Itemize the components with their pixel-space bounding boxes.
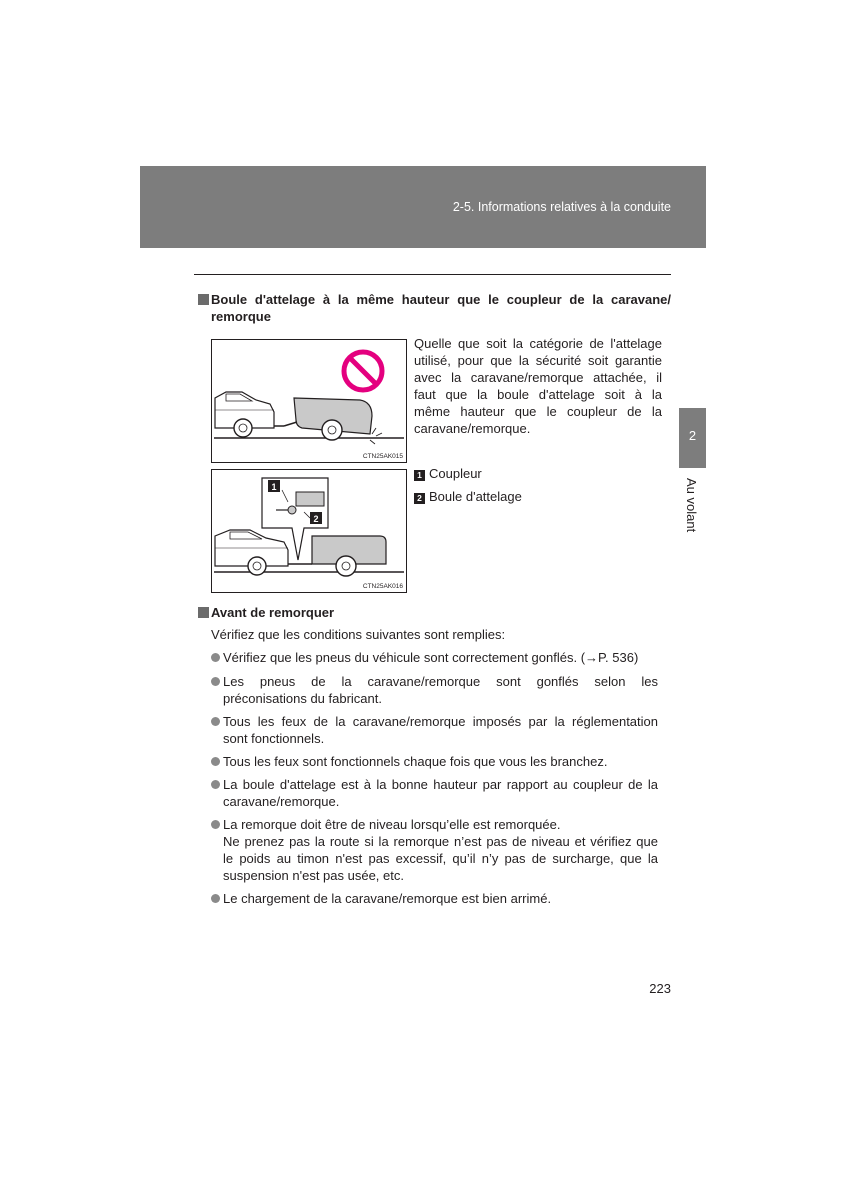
legend-label-1: Coupleur — [429, 466, 482, 481]
list-item: Tous les feux de la caravane/remorque imposés par la réglementation sont fonctionnels. — [211, 713, 658, 747]
section2-heading: Avant de remorquer — [198, 604, 334, 621]
incorrect-hitch-illustration — [212, 340, 406, 462]
callout-2-label: 2 — [313, 514, 319, 524]
bullet-dot-icon — [211, 717, 220, 726]
list-item: Le chargement de la caravane/remorque est bien arrimé. — [211, 890, 658, 907]
callout-1-label: 1 — [271, 482, 277, 492]
chapter-number: 2 — [688, 428, 697, 443]
bullet-dot-icon — [211, 653, 220, 662]
bullet-dot-icon — [211, 677, 220, 686]
list-item: La remorque doit être de niveau lorsqu’elle est remorquée. Ne prenez pas la route si la remorque n’est pas de niveau et vérifiez que le poids au timon n'est pas excessif, qu’il n’y pas de surcharge, que la suspension n'est pas usée, etc. — [211, 816, 658, 884]
legend-label-2: Boule d'attelage — [429, 489, 522, 504]
list-item: La boule d'attelage est à la bonne hauteur par rapport au coupleur de la caravane/remorque. — [211, 776, 658, 810]
section1-paragraph-line5: même hauteur que le coupleur de la — [414, 404, 662, 419]
section1-heading-line1: Boule d'attelage à la même hauteur que le coupleur de la caravane/ — [198, 291, 671, 308]
figure1-caption: CTN25AK015 — [362, 453, 403, 460]
square-bullet-icon — [198, 607, 209, 618]
legend-number-2: 2 — [414, 493, 425, 504]
section1-paragraph-line1: Quelle que soit la catégorie de l'attelage — [414, 336, 662, 351]
bullet-dot-icon — [211, 780, 220, 789]
section1-heading-line2: remorque — [211, 309, 271, 324]
bullet-dot-icon — [211, 894, 220, 903]
square-bullet-icon — [198, 294, 209, 305]
section-title: 2-5. Informations relatives à la conduite — [452, 200, 671, 214]
legend-item-hitch-ball — [414, 488, 522, 505]
page-number: 223 — [649, 981, 671, 996]
correct-hitch-illustration — [212, 470, 406, 592]
figure2-caption: CTN25AK016 — [362, 583, 403, 590]
section1-paragraph-line6: caravane/remorque. — [414, 421, 531, 436]
section1-paragraph-line2: utilisé, pour que la sécurité soit garantie — [414, 353, 662, 368]
figure-incorrect-hitch — [211, 339, 407, 463]
list-item: Les pneus de la caravane/remorque sont gonflés selon les préconisations du fabricant. — [211, 673, 658, 707]
chapter-tab — [679, 408, 706, 468]
figure-correct-hitch — [211, 469, 407, 593]
list-item: Vérifiez que les pneus du véhicule sont correctement gonflés. (→P. 536) — [211, 649, 658, 666]
section1-paragraph-line3: avec la caravane/remorque attachée, il — [414, 370, 662, 385]
section1-paragraph-line4: faut que la boule d'attelage soit à la — [414, 387, 662, 402]
chapter-label: Au volant — [684, 478, 699, 533]
list-item: Tous les feux sont fonctionnels chaque fois que vous les branchez. — [211, 753, 658, 770]
legend-item-coupler — [414, 465, 482, 482]
bullet-dot-icon — [211, 820, 220, 829]
bullet-dot-icon — [211, 757, 220, 766]
section2-intro: Vérifiez que les conditions suivantes sont remplies: — [211, 627, 506, 642]
header-band — [140, 166, 706, 248]
legend-number-1: 1 — [414, 470, 425, 481]
divider-rule — [194, 274, 671, 275]
